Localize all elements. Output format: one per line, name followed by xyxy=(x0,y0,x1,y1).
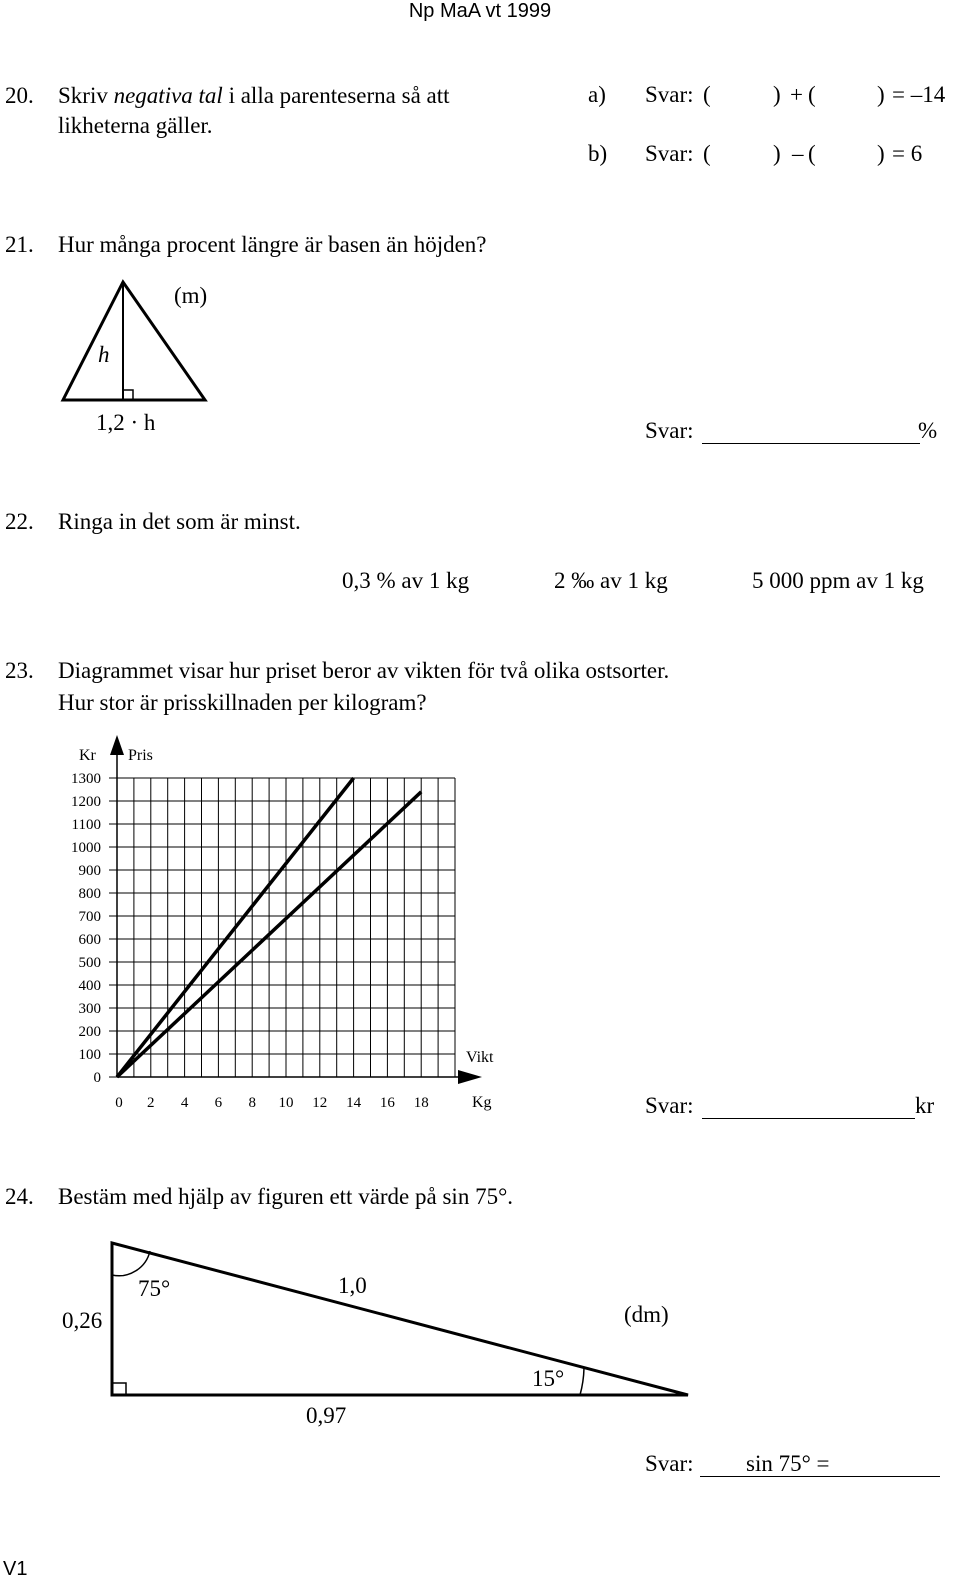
question-20a-rhs: = –14 xyxy=(892,82,946,107)
page-footer-code: V1 xyxy=(3,1558,28,1580)
question-number-22: 22. xyxy=(5,509,34,534)
x-tick-label: 4 xyxy=(180,1095,189,1111)
angle-arc-75 xyxy=(112,1251,150,1276)
x-tick-label: 10 xyxy=(278,1095,294,1111)
x-tick-label: 6 xyxy=(214,1095,223,1111)
hypotenuse-label: 1,0 xyxy=(338,1273,367,1298)
right-triangle-figure xyxy=(100,1235,700,1405)
x-tick-label: 12 xyxy=(312,1095,328,1111)
x-axis-arrow xyxy=(458,1070,482,1084)
question-23-text-line2: Hur stor är prisskillnaden per kilogram? xyxy=(58,690,427,715)
x-tick-label: 2 xyxy=(147,1095,155,1111)
question-20a-label: a) xyxy=(588,82,606,107)
angle-label-75: 75° xyxy=(138,1276,171,1301)
y-tick-label: 1200 xyxy=(71,794,101,810)
question-20b-label: b) xyxy=(588,141,608,166)
y-tick-label: 900 xyxy=(78,863,101,879)
x-tick-label: 0 xyxy=(115,1095,123,1111)
bottom-side-label: 0,97 xyxy=(306,1403,347,1428)
y-axis-arrow xyxy=(110,735,124,755)
x-tick-label: 16 xyxy=(379,1095,395,1111)
x-tick-label: 14 xyxy=(346,1095,362,1111)
x-tick-label: 8 xyxy=(248,1095,256,1111)
question-20-text xyxy=(58,83,450,109)
question-23-svar-unit: kr xyxy=(915,1093,935,1118)
question-22-text: Ringa in det som är minst. xyxy=(58,509,301,534)
left-side-label: 0,26 xyxy=(62,1308,103,1333)
question-number-24: 24. xyxy=(5,1184,34,1209)
question-20b-svar: Svar: xyxy=(645,141,694,166)
question-22-option-1[interactable]: 0,3 % av 1 kg xyxy=(342,568,470,593)
x-unit-label: Kg xyxy=(472,1094,492,1111)
question-20a-close2: ) xyxy=(877,82,885,107)
triangle-base-label: 1,2 · h xyxy=(96,410,156,435)
right-triangle-shape xyxy=(112,1243,688,1395)
question-22-option-3[interactable]: 5 000 ppm av 1 kg xyxy=(752,568,924,593)
question-24-svar-label: Svar: xyxy=(645,1451,694,1476)
y-tick-label: 1300 xyxy=(71,771,101,787)
angle-arc-15 xyxy=(580,1368,584,1395)
y-tick-label: 600 xyxy=(78,932,101,948)
x-axis-label: Vikt xyxy=(466,1049,494,1066)
page-header: Np MaA vt 1999 xyxy=(408,0,552,22)
question-23-svar-label: Svar: xyxy=(645,1093,694,1118)
unit-label-dm: (dm) xyxy=(624,1302,669,1327)
question-20a-open2: ( xyxy=(808,82,816,107)
question-23-text-line1: Diagrammet visar hur priset beror av vikten för två olika ostsorter. xyxy=(58,658,670,683)
question-20a-open1: ( xyxy=(703,82,711,107)
question-20a-svar: Svar: xyxy=(645,82,694,107)
y-tick-label: 400 xyxy=(78,978,101,994)
question-number-20: 20. xyxy=(5,83,34,108)
question-21-svar-label: Svar: xyxy=(645,418,694,443)
triangle-unit-label: (m) xyxy=(174,283,208,308)
question-21-text: Hur många procent längre är basen än höjden? xyxy=(58,232,487,257)
y-tick-label: 100 xyxy=(78,1047,101,1063)
question-24-svar-expression: sin 75° = xyxy=(746,1451,830,1476)
question-20-text-pre: Skriv xyxy=(58,83,114,108)
y-unit-label: Kr xyxy=(79,747,96,764)
y-tick-label: 1100 xyxy=(71,817,101,833)
question-20a-operator: + xyxy=(790,82,803,107)
question-20a-close1: ) xyxy=(773,82,781,107)
question-number-21: 21. xyxy=(5,232,34,257)
y-tick-label: 0 xyxy=(93,1070,101,1086)
question-20b-open2: ( xyxy=(808,141,816,166)
y-axis-label: Pris xyxy=(128,747,153,764)
y-tick-label: 1000 xyxy=(71,840,101,856)
question-21-answer-line[interactable] xyxy=(702,443,920,444)
right-angle-marker-24 xyxy=(112,1383,126,1395)
question-20-text-line2: likheterna gäller. xyxy=(58,113,213,138)
y-tick-label: 200 xyxy=(78,1024,101,1040)
question-20b-operator: – xyxy=(792,141,804,166)
angle-label-15: 15° xyxy=(532,1366,565,1391)
y-tick-label: 800 xyxy=(78,886,101,902)
question-20b-close2: ) xyxy=(877,141,885,166)
y-tick-label: 500 xyxy=(78,955,101,971)
question-22-option-2[interactable]: 2 ‰ av 1 kg xyxy=(554,568,668,593)
price-weight-chart xyxy=(0,725,520,1125)
question-23-answer-line[interactable] xyxy=(702,1118,915,1119)
y-tick-label: 700 xyxy=(78,909,101,925)
question-20-text-post: i alla parenteserna så att xyxy=(222,83,450,108)
question-20b-close1: ) xyxy=(773,141,781,166)
question-number-23: 23. xyxy=(5,658,34,683)
y-tick-label: 300 xyxy=(78,1001,101,1017)
triangle-height-label: h xyxy=(98,342,110,367)
question-24-text: Bestäm med hjälp av figuren ett värde på sin 75°. xyxy=(58,1184,514,1209)
question-20b-rhs: = 6 xyxy=(892,141,923,166)
question-20-text-emphasis: negativa tal xyxy=(113,83,223,108)
question-20b-open1: ( xyxy=(703,141,711,166)
question-21-svar-unit: % xyxy=(918,418,938,443)
x-tick-label: 18 xyxy=(413,1095,429,1111)
